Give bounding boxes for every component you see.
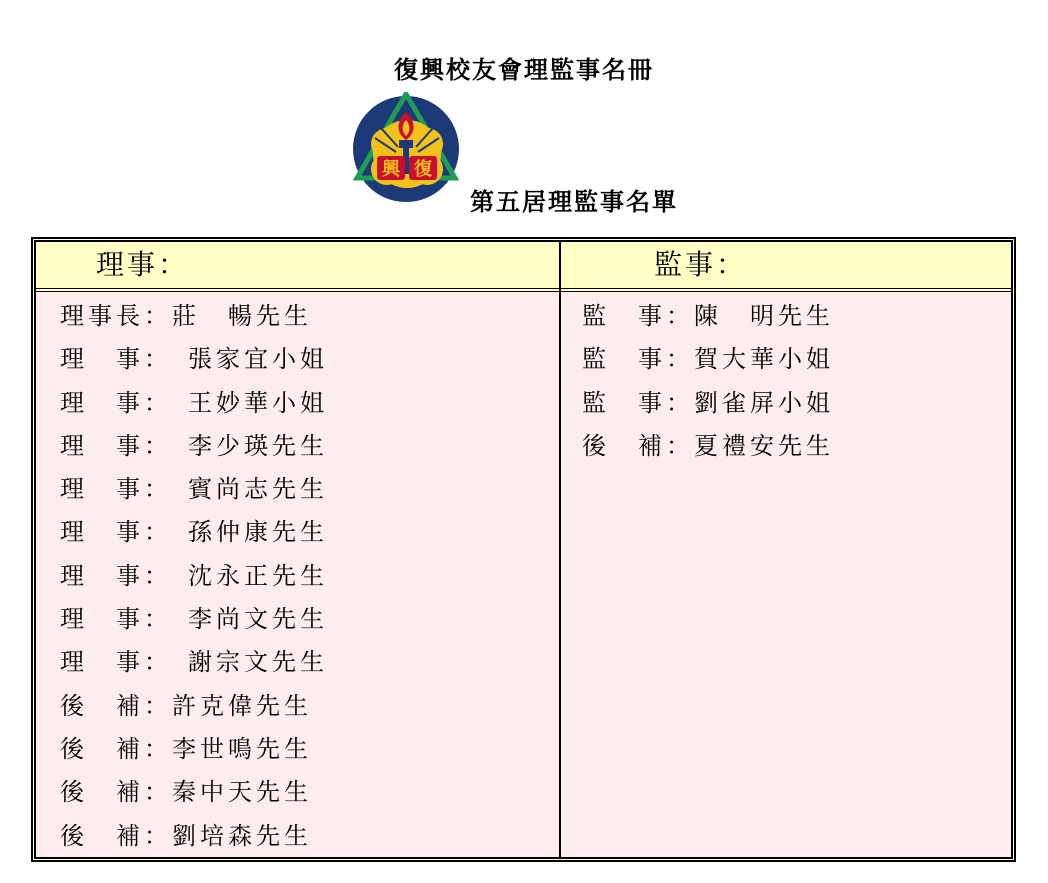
directors-list <box>36 292 559 857</box>
director-row: 理 事： 張家宜小姐 <box>60 345 328 374</box>
supervisors-header: 監事： <box>561 242 1011 292</box>
logo-char-left: 興 <box>382 159 400 180</box>
directors-header: 理事： <box>36 242 559 292</box>
page-subtitle: 第五居理監事名單 <box>470 187 678 216</box>
supervisor-row: 後 補：夏禮安先生 <box>582 431 834 460</box>
school-emblem-icon <box>351 92 465 204</box>
director-row: 理 事： 沈永正先生 <box>60 561 328 590</box>
director-row: 理事長：莊 暢先生 <box>60 302 312 330</box>
school-logo <box>351 92 465 204</box>
directors-column <box>36 242 561 857</box>
supervisor-row: 監 事：劉雀屏小姐 <box>582 388 834 417</box>
director-row: 理 事： 賓尚志先生 <box>60 475 328 504</box>
supervisors-column <box>561 242 1011 857</box>
director-row: 後 補：許克偉先生 <box>60 691 312 720</box>
director-row: 後 補：劉培森先生 <box>60 821 312 850</box>
logo-char-right: 復 <box>414 159 432 180</box>
roster-table <box>31 237 1016 862</box>
page-title: 復興校友會理監事名冊 <box>394 55 654 84</box>
director-row: 理 事： 李少瑛先生 <box>60 431 328 460</box>
director-row: 後 補：秦中天先生 <box>60 778 312 807</box>
supervisor-row: 監 事：賀大華小姐 <box>582 345 834 374</box>
director-row: 理 事： 李尚文先生 <box>60 605 328 634</box>
supervisor-row: 監 事：陳 明先生 <box>582 302 834 330</box>
director-row: 理 事： 孫仲康先生 <box>60 518 328 547</box>
director-row: 後 補：李世鳴先生 <box>60 734 312 763</box>
director-row: 理 事： 謝宗文先生 <box>60 648 328 677</box>
supervisors-list <box>561 292 1011 857</box>
director-row: 理 事： 王妙華小姐 <box>60 388 328 417</box>
